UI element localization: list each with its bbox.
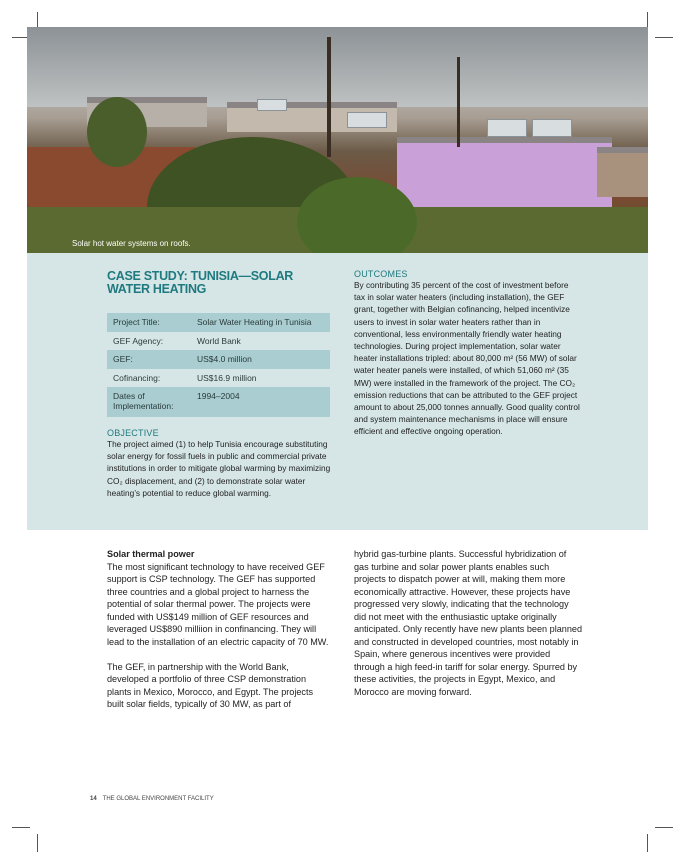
outcomes-text: By contributing 35 percent of the cost of investment before tax in solar water heaters (including installation), the GEF grant, together with Belgian cofinancing, helped incentivize users to invest in solar water heaters rather than in conventional, less environmentally friendly water heating technologies. During project implementation, solar water heater installations tripled: about 80,000 m² (56 MW) of solar water heater panels were installed, of which 51,060 m² (35 MW) were installed in the framework of the project. The CO₂ emission reductions that can be attributed to the GEF project amount to about 25,000 tonnes annually. Good quality control and system maintenance mechanisms in place will ensure efficient and effective ongoing operation. bbox=[354, 280, 580, 437]
photo-caption: Solar hot water systems on roofs. bbox=[72, 239, 191, 248]
value: 1994–2004 bbox=[191, 387, 330, 417]
solar-heater-photo bbox=[27, 27, 648, 253]
objective-heading: OBJECTIVE bbox=[107, 428, 159, 438]
article-heading: Solar thermal power bbox=[107, 549, 195, 559]
table-row bbox=[107, 332, 330, 351]
label: Cofinancing: bbox=[113, 372, 161, 383]
objective-text: The project aimed (1) to help Tunisia encourage substituting solar energy for fossil fuels in public and commercial private institutions in order to mitigate global warming by maximizing CO₂ displacement, and (2) to demonstrate solar water heating’s potential to reduce global warming. bbox=[107, 439, 331, 498]
label: Project Title: bbox=[107, 313, 191, 332]
crop-mark bbox=[655, 827, 673, 828]
value: World Bank bbox=[197, 335, 241, 346]
value: Solar Water Heating in Tunisia bbox=[191, 313, 330, 332]
crop-mark bbox=[655, 37, 673, 38]
article-paragraph: hybrid gas-turbine plants. Successful hybridization of gas turbine and solar power plants enables such projects to dispatch power at will, making them more economically attractive. However, these projects have progressed very slowly, indicating that the technology did not meet with the enthusiastic uptake originally anticipated. Only recently have new plants been planned and constructed in developed countries, most notably in Spain, where generous incentives were provided through a high feed-in tariff for solar energy. Spurred by these activities, the projects in Egypt, Mexico, and Morocco are moving forward. bbox=[354, 549, 583, 697]
table-row bbox=[107, 350, 330, 369]
label: Dates of Implementation: bbox=[107, 387, 191, 417]
case-study-title: CASE STUDY: TUNISIA—SOLAR WATER HEATING bbox=[107, 269, 294, 296]
page-footer bbox=[90, 796, 214, 802]
outcomes-heading: OUTCOMES bbox=[354, 269, 408, 279]
crop-mark bbox=[12, 827, 30, 828]
page-number: 14 bbox=[90, 796, 97, 802]
value: US$4.0 million bbox=[191, 350, 330, 369]
project-info-table bbox=[107, 313, 330, 417]
article-paragraph: The GEF, in partnership with the World Bank, developed a portfolio of three CSP demonstration plants in Mexico, Morocco, and Egypt. The projects built solar fields, typically of 30 MW, as part of bbox=[107, 661, 314, 709]
crop-mark bbox=[37, 834, 38, 852]
table-row bbox=[107, 387, 330, 417]
article-paragraph: The most significant technology to have received GEF support is CSP technology. The GEF has supported three countries and a global project to harness the potential of solar thermal power. The projects were funded with US$149 million of GEF resources and leveraged US$890 milliion in confinancing. They will lead to the installation of an electric capacity of 70 MW. bbox=[107, 561, 329, 647]
table-row bbox=[107, 369, 330, 388]
value: US$16.9 million bbox=[197, 372, 257, 383]
publication-title: THE GLOBAL ENVIRONMENT FACILITY bbox=[102, 796, 214, 802]
label: GEF Agency: bbox=[113, 335, 164, 346]
table-row bbox=[107, 313, 330, 332]
label: GEF: bbox=[107, 350, 191, 369]
crop-mark bbox=[647, 834, 648, 852]
